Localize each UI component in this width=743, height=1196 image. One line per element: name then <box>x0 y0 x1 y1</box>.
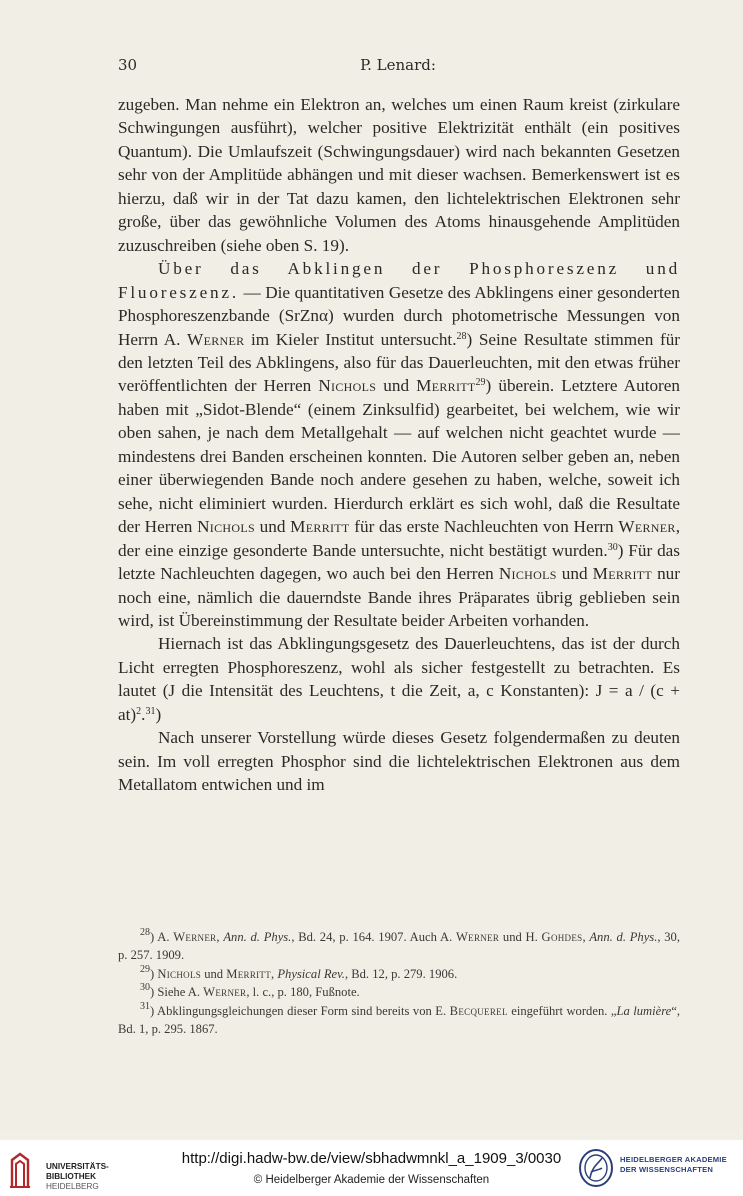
author-werner: Werner <box>618 517 676 537</box>
author-nichols: Nichols <box>498 564 557 584</box>
footnote-29: $^{29}$) Nichols und Merritt, Physical Rev., Bd. 12, p. 279. 1906. <box>140 963 458 981</box>
author-merritt: Merritt <box>592 564 653 584</box>
footnote-ref-28[interactable]: 28 <box>456 330 467 342</box>
author-nichols: Nichols <box>318 376 377 396</box>
viewer-footer <box>0 1140 743 1196</box>
author-werner: Werner <box>187 329 245 349</box>
footnote-ref-29[interactable]: 29 <box>475 377 486 389</box>
footnote-ref-31[interactable]: 31 <box>145 705 156 717</box>
paragraph-3: Hiernach ist das Abklingungsgesetz des Dauerleuchtens, das ist der durch Licht erregten Phosphoreszenz, wohl als sicher festgestellt zu betrachten. Es lautet (J die Intensität des Leuchtens, t die Zeit, a, c Konstanten): J = a / (c + at)$^2$.$^{31}$) <box>118 634 680 724</box>
formula-exponent: 2 <box>136 705 142 717</box>
footnote-30: $^{30}$) Siehe A. Werner, l. c., p. 180, Fußnote. <box>140 982 360 1000</box>
paragraph-4: Nach unserer Vorstellung würde dieses Gesetz folgendermaßen zu deuten sein. Im voll erregten Phosphor sind die lichtelektrischen Elektronen aus dem Metallatom entwichen und im <box>118 728 680 795</box>
footnote-28: $^{28}$) A. Werner, Ann. d. Phys., Bd. 24, p. 164. 1907. Auch A. Werner und H. Gohdes, Ann. d. Phys., 30, p. 257. 1909. <box>118 927 680 963</box>
body-text <box>118 93 680 797</box>
library-name: UNIVERSITÄTS- BIBLIOTHEK HEIDELBERG <box>46 1162 109 1191</box>
author-nichols: Nichols <box>197 517 255 537</box>
footnote-ref-30[interactable]: 30 <box>607 541 618 553</box>
author-merritt: Merritt <box>416 376 476 396</box>
paragraph-1: zugeben. Man nehme ein Elektron an, welches um einen Raum kreist (zirkulare Schwingungen ausführt), welcher positive Elektrizität enthält (ein positives Quantum). Die Umlaufszeit (Schwingungsdauer) wird nach bekannten Gesetzen sehr von der Amplitüde abhängen und mit dieser wachsen. Bemerkenswert ist es hierzu, daß wir in der Tat dazu kamen, den lichtelektrischen Elektronen sehr große, über das gewöhnliche Volumen des Atoms hinausgehende Amplitüden zuzuschreiben (siehe oben S. 19). <box>118 95 680 255</box>
copyright-notice: © Heidelberger Akademie der Wissenschaften <box>253 1174 490 1186</box>
page-number: 30 <box>118 56 138 74</box>
page-header <box>118 56 678 80</box>
section-heading: Über das Abklingen der Phosphoreszenz und Fluoreszenz. <box>118 259 680 302</box>
academy-name: HEIDELBERGER AKADEMIE DER WISSENSCHAFTEN <box>620 1155 727 1174</box>
academy-seal-icon[interactable] <box>578 1148 614 1188</box>
paragraph-2: Über das Abklingen der Phosphoreszenz und Fluoreszenz. — Die quantitativen Gesetze des Abklingens einer gesonderten Phosphoreszenzbande (SrZnα) wurden durch photometrische Messungen von Herrn A. Werner im Kieler Institut untersucht.$^{28}$) Seine Resultate stimmen für den letzten Teil des Abklingens, also für das Dauerleuchten, mit den etwas früher veröffentlichten der Herren Nichols und Merritt$^{29}$) überein. Letztere Autoren haben mit „Sidot-Blende“ (einem Zinksulfid) gearbeitet, bei welchem, wie wir oben sahen, je nach dem Metallgehalt — auf welchen nicht geachtet wurde — mindestens drei Banden erscheinen konnten. Die Autoren selber geben an, neben einer überwiegenden Bande noch andere gesehen zu haben, welche, soweit ich sehe, nicht eliminiert wurden. Hierdurch erklärt es sich wohl, daß die Resultate der Herren Nichols und Merritt für das erste Nachleuchten von Herrn Werner, der eine einzige gesonderte Bande untersuchte, nicht bestätigt wurden.$^{30}$) Für das letzte Nachleuchten dagegen, wo auch bei den Herren Nichols und Merritt nur noch eine, nämlich die dauerndste Bande ihres Präparates übrig geblieben sein wird, ist Übereinstimmung der Resultate beider Arbeiten vorhanden. <box>118 259 681 630</box>
footnotes <box>118 928 680 1038</box>
running-head: P. Lenard: <box>360 56 436 74</box>
permalink-link[interactable]: http://digi.hadw-bw.de/view/sbhadwmnkl_a_1909_3/0030 <box>181 1150 562 1167</box>
author-merritt: Merritt <box>290 517 350 537</box>
footnote-31: $^{31}$) Abklingungsgleichungen dieser Form sind bereits von E. Becquerel eingeführt worden. „La lumière“, Bd. 1, p. 295. 1867. <box>118 1000 681 1037</box>
